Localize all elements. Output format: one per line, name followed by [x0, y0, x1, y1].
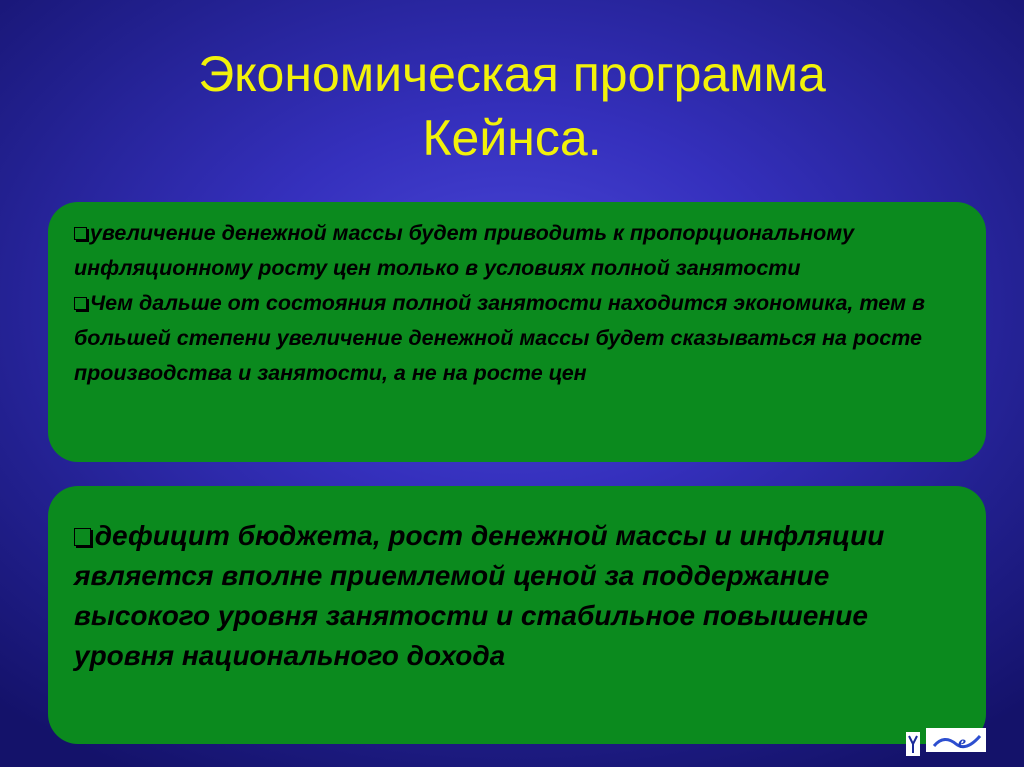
- svg-text:e: e: [958, 732, 966, 752]
- bullet-text: увеличение денежной массы будет приводить к пропорциональному инфляционному росту цен только в условиях полной занятости: [74, 221, 855, 280]
- slide-title-line-1: Экономическая программа: [198, 46, 826, 102]
- bullet-text: дефицит бюджета, рост денежной массы и инфляции является вполне приемлемой ценой за поддержание высокого уровня занятости и стабильное повышение уровня национального дохода: [74, 520, 885, 671]
- checkbox-bullet-icon: [74, 297, 87, 310]
- publisher-logo-icon: [906, 726, 986, 756]
- slide-title: [0, 42, 1024, 170]
- checkbox-bullet-icon: [74, 528, 91, 545]
- bullet-item: [74, 516, 950, 676]
- bullet-text: Чем дальше от состояния полной занятости находится экономика, тем в большей степени увеличение денежной массы будет сказываться на росте производства и занятости, а не на росте цен: [74, 291, 926, 385]
- slide-title-line-2: Кейнса.: [422, 110, 602, 166]
- bullet-item: [74, 216, 950, 286]
- checkbox-bullet-icon: [74, 227, 87, 240]
- content-box-1: [48, 202, 986, 462]
- content-box-2: [48, 486, 986, 744]
- bullet-item: [74, 286, 950, 391]
